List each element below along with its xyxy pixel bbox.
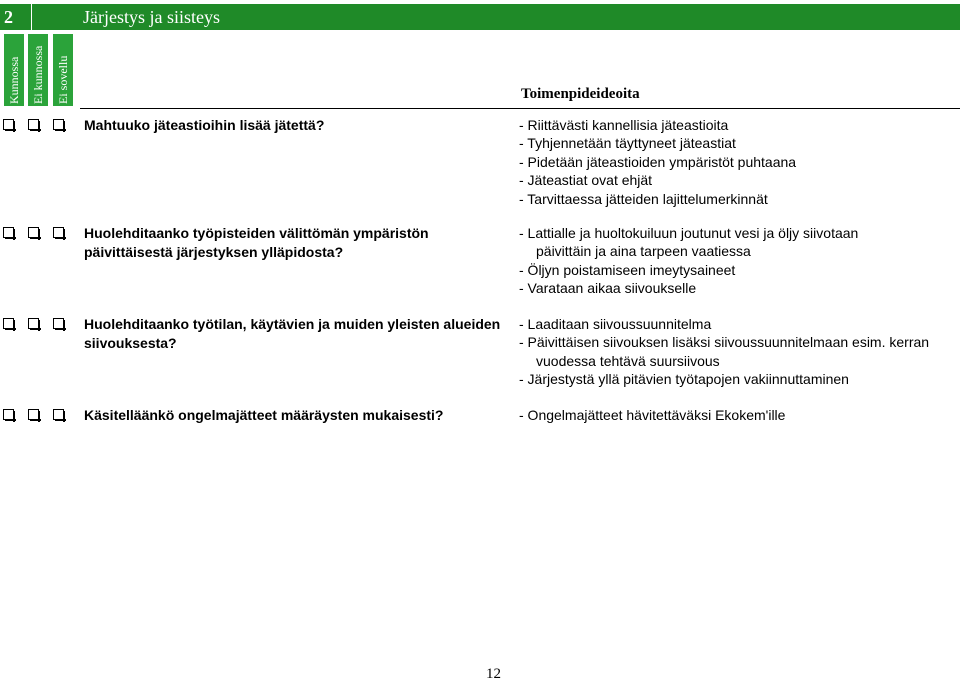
checkbox-kunnossa[interactable] bbox=[3, 318, 14, 329]
actions-list bbox=[519, 315, 959, 389]
action-item: - Varataan aikaa siivoukselle bbox=[519, 280, 697, 297]
question-text: Mahtuuko jäteastioihin lisää jätettä? bbox=[84, 117, 325, 133]
rating-column-label: Kunnossa bbox=[7, 56, 21, 104]
action-item: - Lattialle ja huoltokuiluun joutunut vesi ja öljy siivotaan bbox=[519, 225, 859, 241]
checkbox-kunnossa[interactable] bbox=[3, 409, 14, 420]
actions-list bbox=[519, 116, 959, 208]
section-number: 2 bbox=[0, 4, 32, 30]
action-item-continuation: päivittäin ja aina tarpeen vaatiessa bbox=[536, 243, 751, 260]
action-item: - Päivittäisen siivouksen lisäksi siivoussuunnitelmaan esim. kerran bbox=[519, 334, 930, 351]
checkbox-ei-kunnossa[interactable] bbox=[28, 318, 39, 329]
actions-list bbox=[519, 406, 959, 424]
rating-column-kunnossa bbox=[4, 34, 24, 106]
action-item: - Ongelmajätteet hävitettäväksi Ekokem'ille bbox=[519, 407, 786, 423]
rating-column-label: Ei sovellu bbox=[56, 55, 70, 104]
checkbox-ei-kunnossa[interactable] bbox=[28, 119, 39, 130]
checkbox-ei-sovellu[interactable] bbox=[53, 227, 64, 238]
actions-column-header bbox=[80, 84, 960, 109]
action-item: - Öljyn poistamiseen imeytysaineet bbox=[519, 261, 736, 278]
checkbox-ei-sovellu[interactable] bbox=[53, 318, 64, 329]
checkbox-ei-sovellu[interactable] bbox=[53, 119, 64, 130]
action-item: - Tyhjennetään täyttyneet jäteastiat bbox=[519, 135, 736, 152]
section-title: Järjestys ja siisteys bbox=[83, 7, 220, 27]
checkbox-kunnossa[interactable] bbox=[3, 119, 14, 130]
page-number: 12 bbox=[486, 666, 501, 682]
rating-column-ei-kunnossa bbox=[28, 34, 48, 106]
action-item: - Jäteastiat ovat ehjät bbox=[519, 172, 653, 189]
question-text: Huolehditaanko työtilan, käytävien ja muiden yleisten alueiden siivouksesta? bbox=[84, 316, 501, 351]
action-item: - Järjestystä yllä pitävien työtapojen vakiinnuttaminen bbox=[519, 371, 849, 388]
action-item: - Tarvittaessa jätteiden lajittelumerkinnät bbox=[519, 190, 768, 207]
checkbox-ei-kunnossa[interactable] bbox=[28, 227, 39, 238]
question-text: Huolehditaanko työpisteiden välittömän ympäristön päivittäisestä järjestyksen ylläpidosta? bbox=[84, 225, 429, 260]
action-item-continuation: vuodessa tehtävä suursiivous bbox=[536, 352, 720, 369]
section-header bbox=[0, 4, 960, 30]
action-item: - Riittävästi kannellisia jäteastioita bbox=[519, 117, 729, 133]
actions-header-label: Toimenpideideoita bbox=[521, 86, 640, 102]
rating-column-label: Ei kunnossa bbox=[31, 45, 45, 104]
action-item: - Laaditaan siivoussuunnitelma bbox=[519, 316, 712, 332]
checkbox-kunnossa[interactable] bbox=[3, 227, 14, 238]
actions-list bbox=[519, 224, 959, 298]
checkbox-ei-kunnossa[interactable] bbox=[28, 409, 39, 420]
checkbox-ei-sovellu[interactable] bbox=[53, 409, 64, 420]
rating-column-ei-sovellu bbox=[53, 34, 73, 106]
action-item: - Pidetään jäteastioiden ympäristöt puhtaana bbox=[519, 153, 797, 170]
question-text: Käsitelläänkö ongelmajätteet määräysten mukaisesti? bbox=[84, 407, 444, 423]
